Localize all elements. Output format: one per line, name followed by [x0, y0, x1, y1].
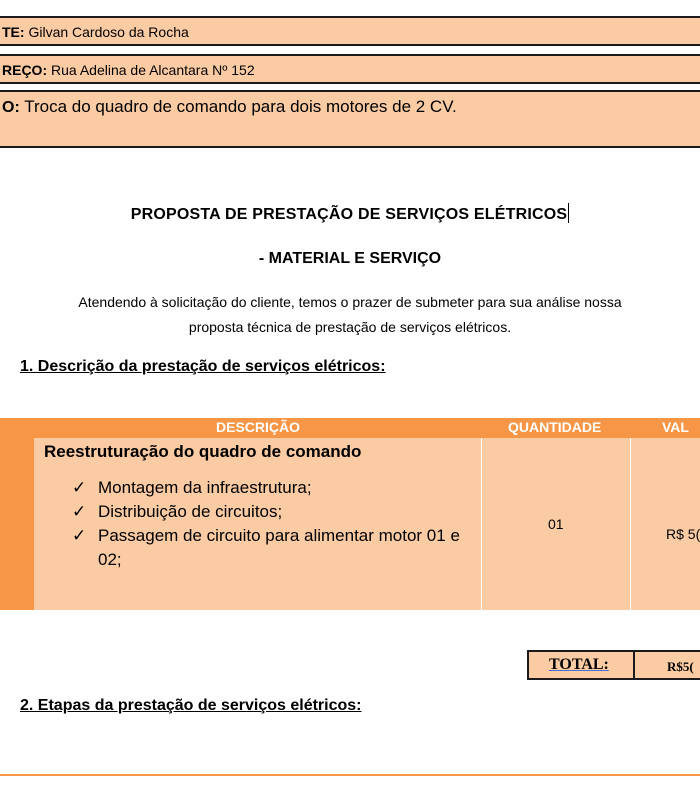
intro-line: proposta técnica de prestação de serviços elétricos.: [188, 319, 512, 335]
proposal-subtitle[interactable]: - MATERIAL E SERVIÇO: [258, 250, 442, 267]
list-item-text: Distribuição de circuitos;: [98, 502, 283, 521]
subject-label: O:: [2, 99, 20, 116]
check-icon: ✓: [72, 502, 87, 521]
header-description: DESCRIÇÃO: [216, 419, 301, 435]
client-row: [0, 16, 700, 46]
column-divider: [630, 438, 631, 610]
section-1-heading[interactable]: 1. Descrição da prestação de serviços elétricos:: [20, 358, 386, 375]
list-item-text: Passagem de circuito para alimentar motor 01 e 02;: [98, 526, 460, 569]
proposal-title-text: PROPOSTA DE PRESTAÇÃO DE SERVIÇOS ELÉTRICOS: [130, 206, 568, 223]
table-header: [0, 418, 700, 438]
client-value[interactable]: Gilvan Cardoso da Rocha: [28, 24, 189, 40]
header-quantity: QUANTIDADE: [508, 419, 602, 435]
section-2-heading[interactable]: 2. Etapas da prestação de serviços elétricos:: [20, 697, 362, 714]
address-row: [0, 54, 700, 84]
total-divider: [633, 652, 635, 678]
subject-row: [0, 90, 700, 148]
proposal-title[interactable]: [0, 203, 700, 224]
service-checklist: [72, 476, 472, 572]
list-item[interactable]: [72, 476, 472, 500]
total-value[interactable]: R$5(: [667, 659, 694, 674]
client-label: TE:: [2, 24, 25, 40]
value-cell[interactable]: R$ 5(: [666, 526, 700, 542]
quantity-cell[interactable]: 01: [548, 516, 564, 532]
header-value: VAL: [662, 419, 689, 435]
subject-value[interactable]: Troca do quadro de comando para dois motores de 2 CV.: [24, 97, 457, 116]
intro-paragraph[interactable]: [0, 290, 700, 340]
total-box: [527, 650, 700, 680]
address-value[interactable]: Rua Adelina de Alcantara Nº 152: [51, 62, 255, 78]
check-icon: ✓: [72, 478, 87, 497]
text-cursor: [568, 203, 569, 223]
list-item[interactable]: [72, 500, 472, 524]
intro-line: Atendendo à solicitação do cliente, temos o prazer de submeter para sua análise nossa: [78, 294, 622, 310]
table-row[interactable]: [0, 438, 700, 610]
item-cell[interactable]: [0, 438, 34, 610]
column-divider: [481, 438, 482, 610]
check-icon: ✓: [72, 526, 87, 545]
address-label: REÇO:: [2, 62, 48, 78]
total-label[interactable]: TOTAL:: [549, 656, 609, 673]
service-title[interactable]: Reestruturação do quadro de comando: [44, 442, 362, 461]
list-item[interactable]: [72, 524, 472, 572]
list-item-text: Montagem da infraestrutura;: [98, 478, 312, 497]
page-divider: [0, 774, 700, 776]
